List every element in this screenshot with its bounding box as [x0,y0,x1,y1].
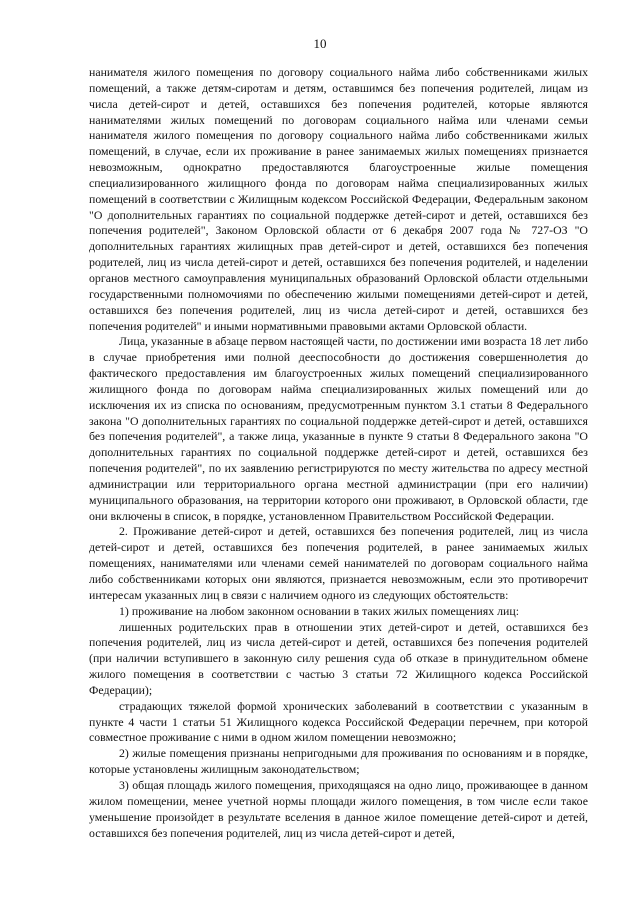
paragraph-1: нанимателя жилого помещения по договору социального найма либо собственниками жилых помещений, а также детям-сиротам и детям, оставшимся без попечения родителей, лицам из числа детей-сирот и детей, оставшихся без попечения родителей, которые являются нанимателями жилых помещений по договорам социального найма или членами семьи нанимателя жилого помещения по договору социального найма либо собственниками жилых помещений, в случае, если их проживание в ранее занимаемых жилых помещениях признается невозможным, однократно предоставляются благоустроенные жилые помещения специализированного жилищного фонда по договорам найма специализированных жилых помещений в соответствии с Жилищным кодексом Российской Федерации, Федеральным законом "О дополнительных гарантиях по социальной поддержке детей-сирот и детей, оставшихся без попечения родителей", Законом Орловской области от 6 декабря 2007 года № 727-ОЗ "О дополнительных гарантиях жилищных прав детей-сирот и детей, оставшихся без попечения родителей, лиц из числа детей-сирот и детей, оставшихся без попечения родителей, и наделении органов местного самоуправления муниципальных образований Орловской области отдельными государственными полномочиями по обеспечению жилыми помещениями детей-сирот и детей, оставшихся без попечения родителей, лиц из числа детей-сирот и детей, оставшихся без попечения родителей" и иными нормативными правовыми актами Орловской области. [89,65,588,333]
paragraph-4: 1) проживание на любом законном основании в таких жилых помещениях лиц: [119,603,519,618]
page-number: 10 [313,36,327,51]
document-body [89,65,588,841]
paragraph-7: 2) жилые помещения признаны непригодными для проживания по основаниям и в порядке, которые установлены жилищным законодательством; [89,746,588,777]
paragraph-3: 2. Проживание детей-сирот и детей, оставшихся без попечения родителей, лиц из числа детей-сирот и детей, оставшихся без попечения родителей, в ранее занимаемых жилых помещениях, нанимателями или членами семей нанимателей по договорам социального найма либо собственниками которых они являются, признается невозможным, если это противоречит интересам указанных лиц в связи с наличием одного из следующих обстоятельств: [89,524,588,602]
paragraph-2: Лица, указанные в абзаце первом настоящей части, по достижении ими возраста 18 лет либо в случае приобретения ими полной дееспособности до достижения совершеннолетия до фактического предоставления им благоустроенных жилых помещений специализированного жилищного фонда по договорам найма специализированных жилых помещений или до исключения их из списка по основаниям, предусмотренным пунктом 3.1 статьи 8 Федерального закона "О дополнительных гарантиях по социальной поддержке детей-сирот и детей, оставшихся без попечения родителей", а также лица, указанные в пункте 9 статьи 8 Федерального закона "О дополнительных гарантиях по социальной поддержке детей-сирот и детей, оставшихся без попечения родителей", по их заявлению регистрируются по месту жительства по адресу местной администрации или территориального органа местной администрации (при его наличии) муниципального образования, на территории которого они проживают, в Орловской области, где они включены в список, в порядке, установленном Правительством Российской Федерации. [89,334,588,523]
paragraph-6: страдающих тяжелой формой хронических заболеваний в соответствии с указанным в пункте 4 части 1 статьи 51 Жилищного кодекса Российской Федерации перечнем, при которой совместное проживание с ними в одном жилом помещении невозможно; [89,698,588,745]
paragraph-8: 3) общая площадь жилого помещения, приходящаяся на одно лицо, проживающее в данном жилом помещении, менее учетной нормы площади жилого помещения, в том числе если такое уменьшение произойдет в результате вселения в данное жилое помещение детей-сирот и детей, оставшихся без попечения родителей, лиц из числа детей-сирот и детей, [89,777,588,840]
paragraph-5: лишенных родительских прав в отношении этих детей-сирот и детей, оставшихся без попечения родителей, лиц из числа детей-сирот и детей, оставшихся без попечения родителей (при наличии вступившего в законную силу решения суда об отказе в принудительном обмене жилого помещения в соответствии с частью 3 статьи 72 Жилищного кодекса Российской Федерации); [89,619,588,697]
